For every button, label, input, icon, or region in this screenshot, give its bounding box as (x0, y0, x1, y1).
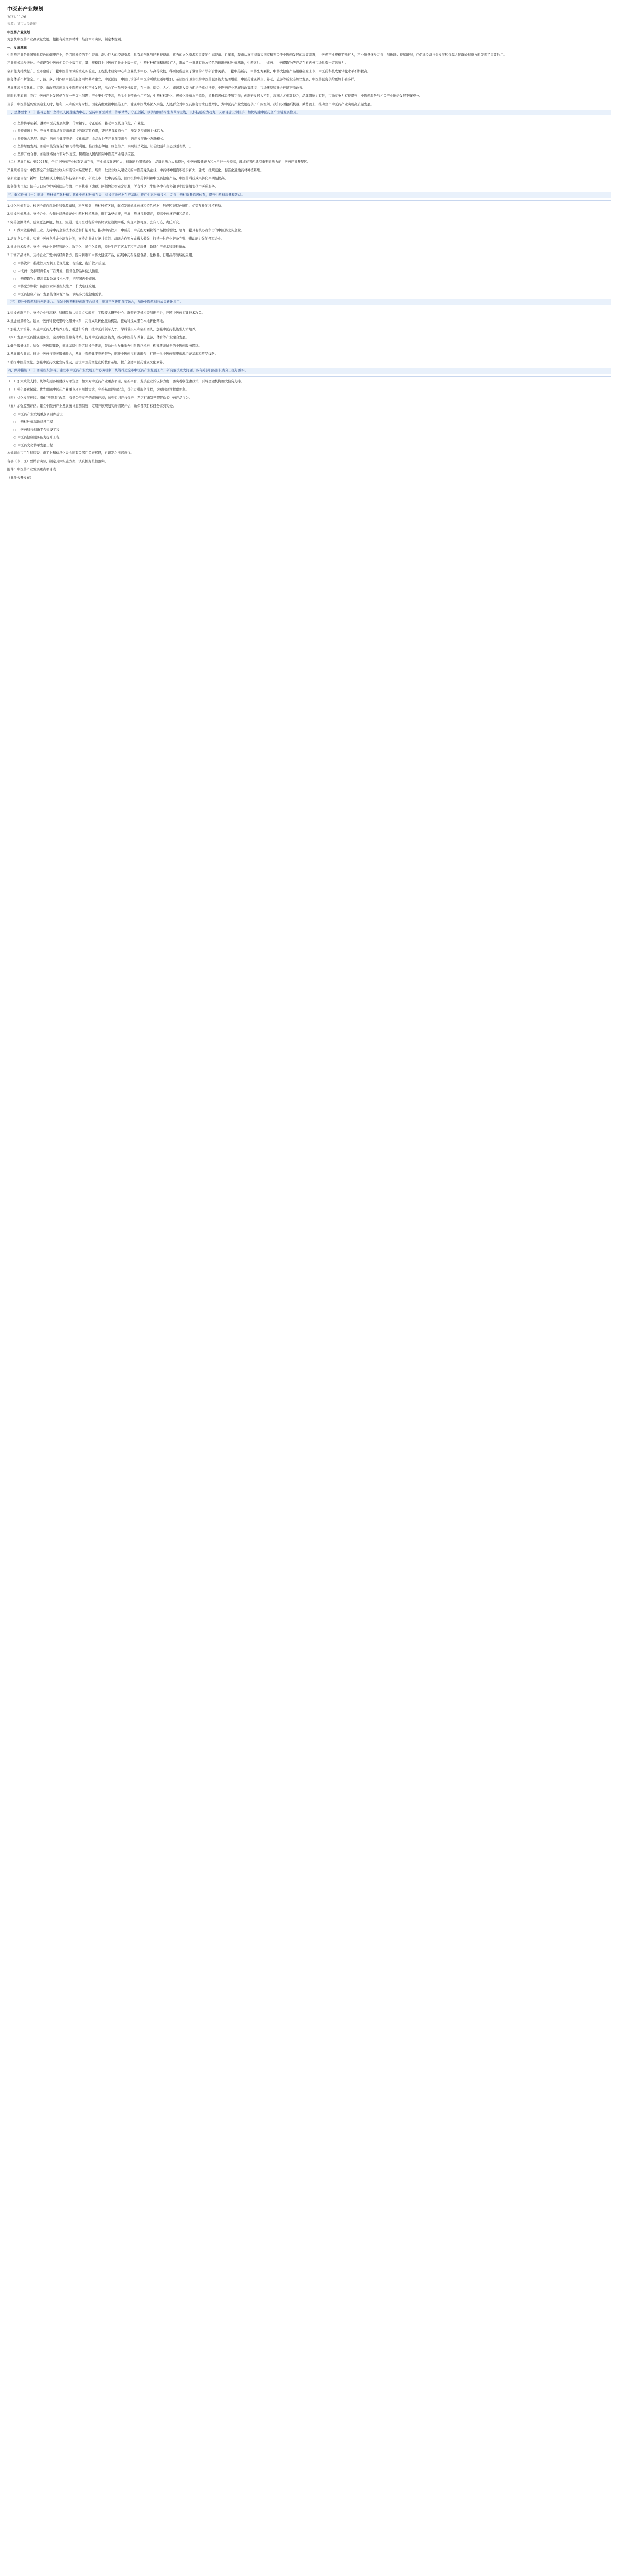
paragraph: （二）加大政策支持。统筹利用各级财政专项资金，加大对中医药产业重点项目、创新平台、龙头企业的支持力度；落实税收优惠政策，引导金融机构加大信贷支持。 (7, 380, 244, 383)
paragraph: 创新能力持续提升。全市建成了一批中医药领域的重点实验室、工程技术研究中心和企业技术中心，与高等院校、科研院所建立了紧密的产学研合作关系，一批中药新药、中药配方颗粒、中药大健康产品相继研发上市，中医药科技成果转化水平不断提高。 (7, 70, 371, 73)
paragraph: 2.推进技术改造。支持中药企业开展智能化、数字化、绿色化改造，提升生产工艺水平和产品质量，降低生产成本和能耗排放。 (7, 245, 189, 249)
divider (7, 200, 611, 201)
paragraph: 3.完善追溯体系。建立覆盖种植、加工、流通、使用全过程的中药材质量追溯体系，实现来源可查、去向可追、责任可究。 (7, 221, 182, 224)
paragraph: 产业规模稳步增长。全市现有中医药相关企业数百家，其中规模以上中医药工业企业数十家，中药材种植面积持续扩大，形成了一批具有地方特色的道地药材种植基地，中药饮片、中成药、中药提取物等产品在省内外市场具有一定影响力。 (7, 61, 348, 65)
list-item: ○ 坚持传承创新。遵循中医药发展规律，传承精华，守正创新，推动中医药现代化、产业化。 (13, 121, 611, 126)
paragraph: 2.推进成果转化。建立中医药科技成果转化服务体系，完善成果转化激励机制，推动科技成果在本地转化落地。 (7, 319, 166, 323)
paragraph: 当前，中医药振兴发展迎来天时、地利、人和的大好时机。国家高度重视中医药工作，健康中国战略深入实施，人民群众对中医药服务需求日益增长，为中医药产业发展提供了广阔空间。我们必须抢抓机遇、乘势而上，推动全市中医药产业实现高质量发展。 (7, 103, 374, 106)
list-item: ○ 坚持市场主导。充分发挥市场在资源配置中的决定性作用，更好发挥政府作用，激发各类市场主体活力。 (13, 128, 611, 134)
paragraph: 1.优化种植布局。根据全市自然条件和资源禀赋，科学规划中药材种植区域，重点发展道地药材和特色药材，形成区域特色鲜明、优势互补的种植格局。 (7, 204, 225, 208)
list-item: ○ 中药材种植基地建设工程 (13, 419, 611, 425)
list-item: ○ 坚持融合发展。推动中医药与健康养老、文化旅游、食品农业等产业深度融合，培育发展新业态新模式。 (13, 136, 611, 142)
intro-subtitle: 为加快中医药产业高质量发展，根据有关文件精神，结合本市实际，制定本规划。 (7, 38, 124, 41)
highlight-block-3: （三）提升中医药科技创新能力。加强中医药科技创新平台建设，推进产学研用深度融合，加快中医药科技成果转化应用。 (7, 299, 611, 305)
section-a-heading: 一、发展基础 (7, 46, 27, 50)
paragraph: 服务能力目标：每千人口公立中医医院床位数、中医执业（助理）医师数达到省定标准，所有社区卫生服务中心和乡镇卫生院能够提供中医药服务。 (7, 185, 218, 189)
paragraph: 1.建设创新平台。支持企业与高校、科研院所共建重点实验室、工程技术研究中心、新型研发机构等创新平台，开展中医药关键技术攻关。 (7, 311, 205, 315)
list-item: ○ 中医药健康产品：发展药食同源产品，满足多元化健康需求。 (13, 292, 611, 297)
intro-heading: 中医药产业规划 (7, 31, 30, 35)
paragraph: （二）发展目标：到2025年，全市中医药产业体系更加完善，产业规模显著扩大，创新能力明显增强，品牌影响力大幅提升，中医药服务能力和水平进一步提高，建成在省内具有重要影响力的中医药产业集聚区。 (7, 160, 311, 164)
paragraph: 各县（市、区）要结合实际，制定具体实施方案，认真抓好贯彻落实。 (7, 460, 108, 463)
list-item: ○ 中药饮片：推进饮片炮制工艺规范化、标准化，提升饮片质量。 (13, 261, 611, 266)
doc-title: 中医药产业规划 (7, 7, 43, 12)
list-item: ○ 中医药产业发展重点项目库建设 (13, 412, 611, 417)
paragraphs-part4 (7, 310, 611, 365)
paragraph: 创新发展目标：新增一批省级以上中医药科技创新平台，研发上市一批中药新药、医疗机构中药制剂和中医药健康产品，中医药科技成果转化率明显提高。 (7, 177, 228, 180)
divider (7, 376, 611, 377)
paragraph: 发展环境日益优化。市委、市政府高度重视中医药事业和产业发展，出台了一系列支持政策，在土地、资金、人才、市场准入等方面给予重点扶持，中医药产业发展的政策环境、市场环境和社会环境不断改善。 (7, 86, 306, 90)
paragraphs-part2 (7, 159, 611, 190)
highlight-block-1: 二、总体要求（一）指导思想：坚持以人民健康为中心，坚持中西医并重，传承精华、守正创新，以供给侧结构性改革为主线，以科技创新为动力，以项目建设为抓手，加快构建中医药全产业链发展格局。 (7, 110, 611, 115)
paragraphs-part5 (7, 379, 611, 409)
paragraph: 本规划由市卫生健康委、市工业和信息化局会同有关部门负责解释，自印发之日起施行。 (7, 451, 134, 455)
list-part2 (7, 261, 611, 297)
doc-source: 来源：某市人民政府 (7, 22, 37, 26)
paragraph: 2.发展融合业态。推进中医药与养老服务融合，发展中医药健康养老服务；推进中医药与旅游融合，打造一批中医药健康旅游示范基地和精品线路。 (7, 352, 218, 356)
closing-paragraphs (7, 450, 611, 464)
paragraph: （四）优化发展环境。深化“放管服”改革，营造公平竞争的市场环境；加强知识产权保护，严厉打击制售假冒伪劣中药产品行为。 (7, 396, 193, 400)
paragraphs-part3 (7, 203, 611, 258)
list-item: ○ 中成药：支持经典名方二次开发，推动优势品种做大做强。 (13, 268, 611, 274)
paragraph: 2.建设种植基地。支持企业、合作社建设规范化中药材种植基地，推行GAP标准，开展中药材良种繁育，提高中药材产量和品质。 (7, 212, 193, 216)
paragraph: 1.培育龙头企业。实施中医药龙头企业培育计划，支持企业通过兼并重组、战略合作等方式做大做强，打造一批产业链条完整、带动能力强的领军企业。 (7, 237, 225, 241)
list-item: ○ 中药提取物：提高提取分离技术水平，拓展国内外市场。 (13, 276, 611, 282)
list-item: ○ 中医药健康服务能力提升工程 (13, 435, 611, 440)
highlight-block-4: 四、保障措施（一）加强组织领导。建立市中医药产业发展工作协调机制，统筹推进全市中医药产业发展工作，研究解决重大问题，各有关部门按照职责分工抓好落实。 (7, 368, 611, 374)
list-item: ○ 中医药科技创新平台建设工程 (13, 427, 611, 433)
doc-date: 2021-11-26 (7, 15, 26, 19)
list-item: ○ 坚持绿色发展。加强中药资源保护和可持续利用，推行生态种植、绿色生产，实现经济效益、社会效益和生态效益相统一。 (13, 144, 611, 149)
paragraphs-part1 (7, 52, 611, 107)
document-page (0, 0, 618, 494)
paragraph: （二）做大做强中药工业。支持中药企业技术改造和扩能升级，推动中药饮片、中成药、中药配方颗粒等产品提质增效，培育一批具有核心竞争力的中医药龙头企业。 (7, 229, 244, 232)
list-item: ○ 中医药文化传承发展工程 (13, 443, 611, 448)
paragraph: （四）发展中医药健康服务业。完善中医药服务体系，提升中医药服务能力，推动中医药与养老、旅游、体育等产业融合发展。 (7, 336, 189, 340)
paragraph: （三）强化要素保障。优先保障中医药产业重点项目用地需求，完善基础设施配套，优化审批服务流程，为项目建设提供便利。 (7, 388, 189, 392)
paragraph: （五）加强监测评估。建立中医药产业发展统计监测制度，定期开展规划实施情况评估，确保各项目标任务落到实处。 (7, 404, 176, 408)
paragraph: 3.弘扬中医药文化。加强中医药文化宣传普及，建设中医药文化宣传教育基地，提升全民中医药健康文化素养。 (7, 361, 166, 364)
footer-note: （此件公开发布） (7, 476, 33, 480)
highlight-block-2: 三、重点任务（一）推进中药材规范化种植。优化中药材种植布局，建设道地药材生产基地，推广生态种植技术，完善中药材质量追溯体系，提升中药材质量和效益。 (7, 192, 611, 198)
paragraph: 3.丰富产品体系。支持企业开发中药经典名方、院内制剂和中药大健康产品，拓展中药在保健食品、化妆品、日用品等领域的应用。 (7, 253, 195, 257)
paragraph: 中医药产业是我国独具特色的健康产业，是我国独特的卫生资源、潜力巨大的经济资源、具有原创优势的科技资源、优秀的文化资源和重要的生态资源。近年来，我市认真贯彻落实国家和省关于中医药发展的决策部署，中医药产业规模不断扩大，产业链条逐步完善，创新能力持续增强，在促进经济社会发展和保障人民群众健康方面发挥了重要作用。 (7, 53, 507, 57)
paragraph: 服务体系不断健全。市、县、乡、村四级中医药服务网络基本建立，中医医院、中医门诊部和中医诊所数量逐年增加，基层医疗卫生机构中医药服务能力显著增强，中医药健康养生、养老、旅游等新业态加快发展，中医药服务供给更加丰富多样。 (7, 78, 358, 81)
footer-attachment: 附件：中医药产业发展重点项目表 (7, 468, 56, 471)
paragraph: 产业规模目标：中医药全产业链营业收入实现较大幅度增长，培育一批营业收入超亿元的中医药龙头企业，中药材种植面积稳步扩大，建成一批规范化、标准化道地药材种植基地。 (7, 168, 264, 172)
list-part1 (7, 121, 611, 157)
paragraph: 同时也要看到，我市中医药产业发展仍存在一些突出问题：产业集中度不高，龙头企业带动作用不强；中药材标准化、规模化种植水平偏低，质量追溯体系不够完善；创新研发投入不足，高端人才相对缺乏；品牌影响力有限，市场竞争力有待提升；中医药服务与相关产业融合发展不够充分。 (7, 94, 422, 98)
paragraph: 1.健全服务体系。加强中医医院建设，推进基层中医馆建设全覆盖，鼓励社会力量举办中医医疗机构，构建覆盖城乡的中医药服务网络。 (7, 344, 202, 348)
list-item: ○ 中药配方颗粒：按照国家标准组织生产，扩大临床应用。 (13, 284, 611, 290)
paragraph: 3.加强人才培养。实施中医药人才培养工程，引进和培育一批中医药领军人才、学科带头人和创新团队，加强中医药技能型人才培养。 (7, 328, 199, 331)
list-part3 (7, 412, 611, 448)
list-item: ○ 坚持开放合作。加强区域协作和对外交流，积极融入国内国际中医药产业链供应链。 (13, 151, 611, 157)
